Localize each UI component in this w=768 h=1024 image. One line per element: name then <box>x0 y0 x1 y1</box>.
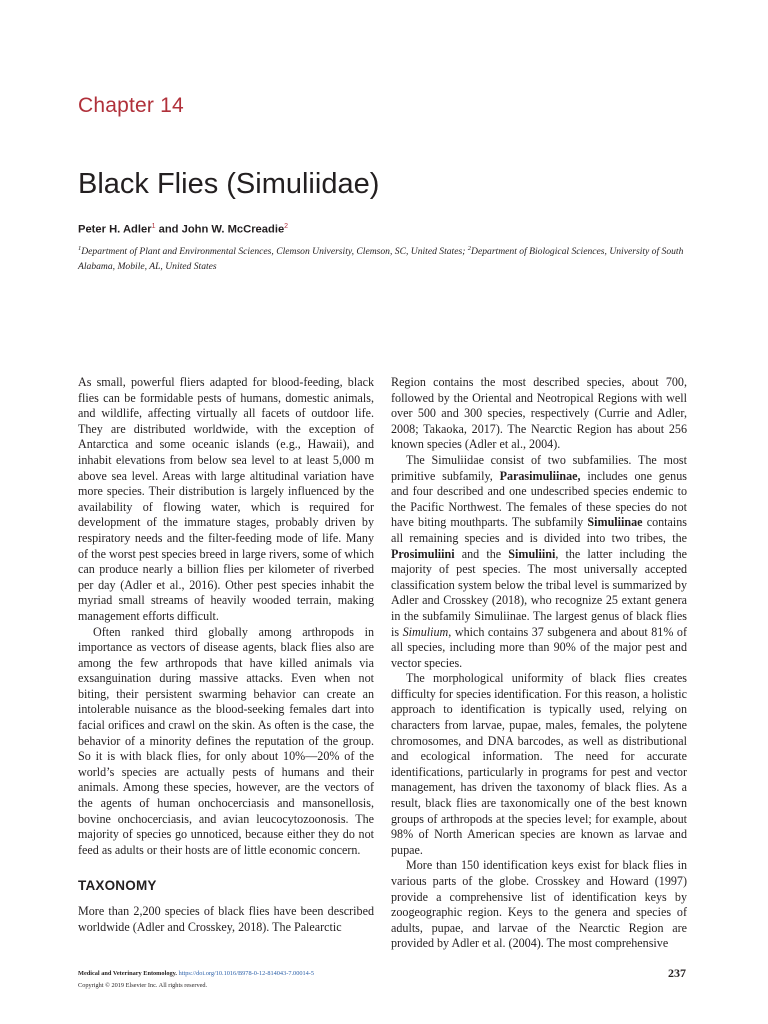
affiliations <box>78 241 688 274</box>
journal-name: Medical and Veterinary Entomology. <box>78 970 178 977</box>
body-paragraph: More than 150 identification keys exist for black flies in various parts of the globe. Crosskey and Howard (1997) provide a comprehensive list of identification keys by zoogeographic region. Keys to the genera and species of adults, pupae, and larvae of the Nearctic Region are provided by Adler et al. (2004). The most comprehensive <box>391 858 687 951</box>
copyright-notice: Copyright © 2019 Elsevier Inc. All rights reserved. <box>78 982 208 989</box>
text-run: includes one genus and four described and one undescribed species endemic to the Pacific Northwest. The females of these species do not have biting mouthparts. The subfamily <box>391 468 687 530</box>
body-paragraph: Region contains the most described species, about 700, followed by the Oriental and Neotropical Regions with well over 500 and 300 species, respectively (Currie and Adler, 2008; Takaoka, 2017). The Nearctic Region has about 256 known species (Adler et al., 2004). <box>391 375 687 452</box>
section-heading: TAXONOMY <box>78 878 157 894</box>
text-run: , the latter including the majority of pest species. The most universally accepted classification system below the tribal level is summarized by Adler and Crosskey (2018), who recognize 25 extant genera in the subfamily Simuliinae. The largest genus of black flies is <box>391 546 687 639</box>
page-number: 237 <box>668 966 686 980</box>
author-name: John W. McCreadie <box>181 223 285 236</box>
author-line <box>78 223 288 236</box>
affiliation-marker: 1 <box>151 223 156 230</box>
text-run: The Simuliidae consist of two subfamilies. The most primitive subfamily, <box>391 452 687 483</box>
text-run: and the <box>454 546 509 561</box>
chapter-title: Black Flies (Simuliidae) <box>78 168 380 200</box>
chapter-label: Chapter 14 <box>78 94 184 117</box>
affiliation-text: Department of Biological Sciences, University of South Alabama, Mobile, AL, United States <box>78 246 684 273</box>
taxon-name: Simuliini <box>508 546 556 561</box>
affiliation-marker: 2 <box>467 245 472 252</box>
affiliation-text: Department of Plant and Environmental Sciences, Clemson University, Clemson, SC, United States; <box>81 246 468 258</box>
text-run: contains all remaining species and is divided into two tribes, the <box>391 515 688 545</box>
body-paragraph: As small, powerful fliers adapted for blood-feeding, black flies can be formidable pests of humans, domestic animals, and wildlife, affecting virtually all facets of outdoor life. They are distributed worldwide, with the exception of Antarctica and some oceanic islands (e.g., Hawaii), and inhabit elevations from below sea level to at least 5,000 m above sea level. Areas with large altitudinal variation have more species. Their distribution is largely influenced by the availability of flowing water, which is required for development of the immature stages, probably driven by respiratory needs and the filter-feeding mode of life. Many of the worst pest species breed in large rivers, some of which can produce nearly a billion flies per kilometer of riverbed per day (Adler et al., 2016). Other pest species inhabit the myriad small streams of heavily wooded terrain, making management efforts difficult. <box>78 375 374 623</box>
affiliation-marker: 1 <box>78 245 82 252</box>
doi-link[interactable]: https://doi.org/10.1016/B978-0-12-814043-7.00014-5 <box>178 970 315 977</box>
body-paragraph: Often ranked third globally among arthropods in importance as vectors of disease agents, black flies also are among the few arthropods that have killed animals via exsanguination during massive attacks. Even when not biting, their persistent swarming behavior can create an intolerable nuisance as the blood-seeking females dart into facial orifices and crawl on the skin. As often is the case, the behavior of a minority defines the reputation of the group. So it is with black flies, for only about 10%—20% of the world’s species are actually pests of humans and their animals. Among these species, however, are the vectors of the agents of human onchocerciasis and mansonellosis, bovine onchocerciasis, and avian leucocytozoonosis. The majority of species go unnoticed, because either they do not feed as adults or their hosts are of little economic concern. <box>78 624 374 857</box>
body-paragraph <box>391 453 687 671</box>
body-paragraph: The morphological uniformity of black flies creates difficulty for species identification. For this reason, a holistic approach to identification is typically used, relying on characters from larvae, pupae, males, females, the polytene chromosomes, and DNA barcodes, as well as distributional and ecological information. The need for accurate identifications, particularly in programs for pest and vector management, has driven the taxonomy of black flies. As a result, black flies are taxonomically one of the best known groups of arthropods at the species level; for example, about 98% of North American species are known as larvae and pupae. <box>391 671 687 857</box>
left-column <box>78 375 374 935</box>
taxon-name: Prosimuliini <box>391 546 455 561</box>
author-name: Peter H. Adler <box>78 223 152 236</box>
author-joiner: and <box>155 223 182 236</box>
genus-name: Simulium <box>402 624 449 639</box>
text-run: , which contains 37 subgenera and about 81% of all species, including more than 90% of the major pest and vector species. <box>391 624 688 670</box>
right-column <box>391 375 687 952</box>
body-paragraph: More than 2,200 species of black flies have been described worldwide (Adler and Crosskey, 2018). The Palearctic <box>78 904 374 934</box>
taxon-name: Parasimuliinae, <box>499 468 581 483</box>
taxon-name: Simuliinae <box>587 515 643 530</box>
affiliation-marker: 2 <box>284 223 289 230</box>
footer-citation <box>78 970 314 977</box>
